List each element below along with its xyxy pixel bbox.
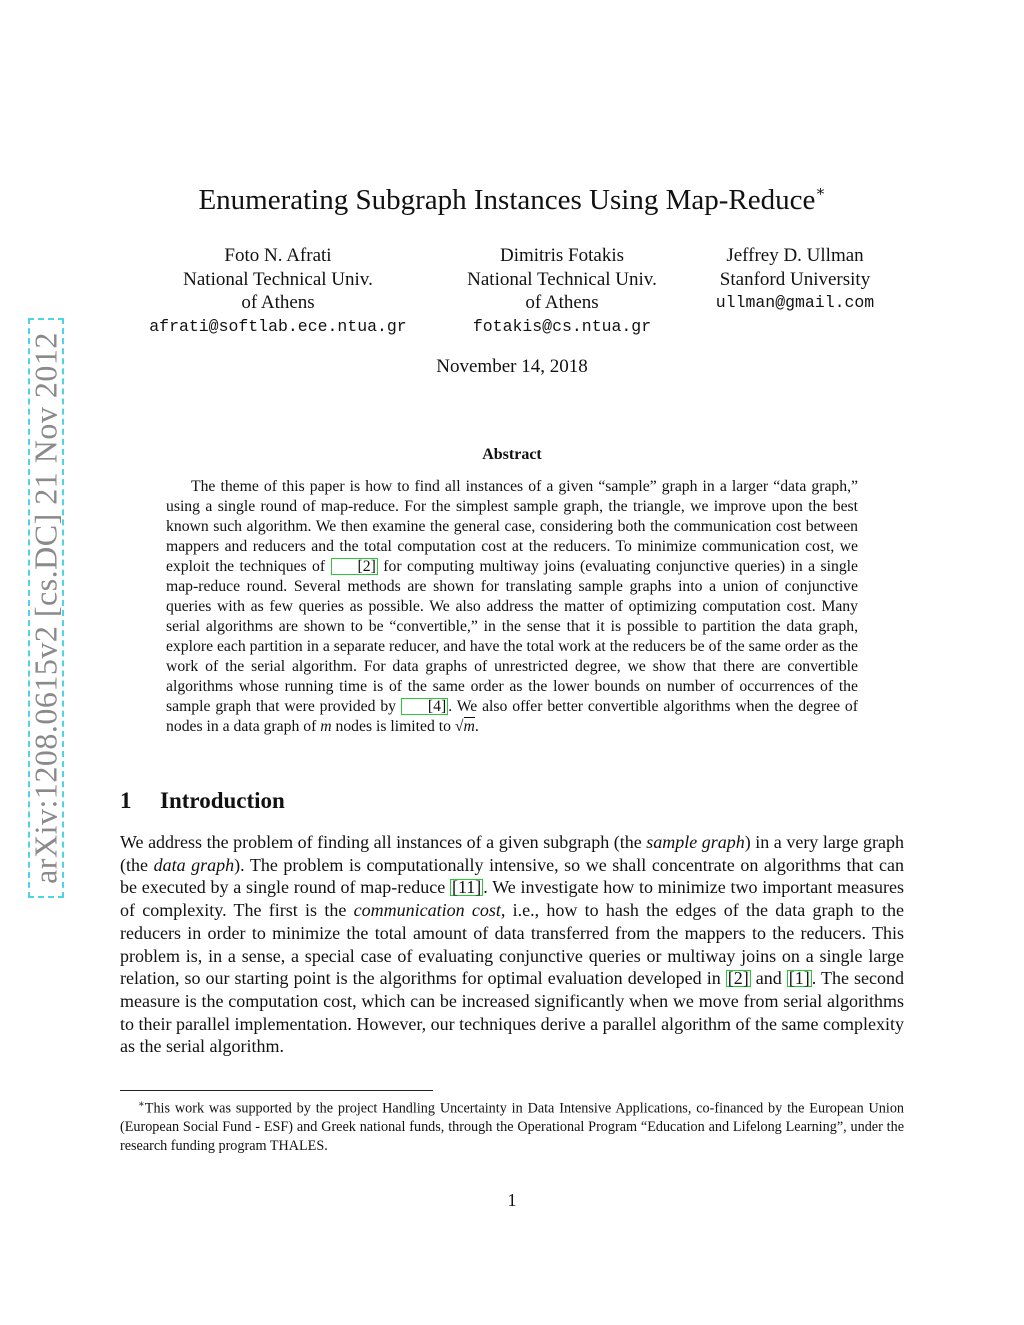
author-block-ullman bbox=[700, 244, 890, 315]
author-affiliation-line2: of Athens bbox=[525, 292, 599, 313]
intro-text-6: and bbox=[750, 968, 787, 989]
intro-emphasis-sample-graph: sample graph bbox=[646, 832, 745, 852]
intro-text-5: , i.e., how to hash the edges of the data graph to the reducers in order to minimize the total amount of data transferred from the mappers to the reducers. This problem is, in a sense, a special case of evaluating conjunctive queries or multiway joins on a single large relation, so our starting point is the algorithms for optimal evaluation developed in bbox=[120, 900, 904, 989]
paper-date: November 14, 2018 bbox=[436, 356, 588, 377]
author-affiliation: Stanford University bbox=[719, 268, 871, 290]
footnote-mark: ∗ bbox=[138, 1099, 145, 1110]
citation-link-11[interactable]: [11] bbox=[451, 877, 482, 898]
author-block-afrati bbox=[128, 244, 428, 338]
introduction-paragraph bbox=[120, 831, 904, 1058]
section-title: Introduction bbox=[160, 788, 285, 813]
abstract-heading: Abstract bbox=[482, 446, 542, 463]
author-name: Jeffrey D. Ullman bbox=[726, 245, 864, 266]
author-email: ullman@gmail.com bbox=[715, 293, 875, 312]
abstract-text-3: . We also offer better convertible algorithms when the degree of nodes in a data graph of bbox=[166, 698, 858, 735]
sqrt-argument: m bbox=[463, 718, 475, 735]
intro-text-7: . The second measure is the computation cost, which can be increased significantly when we move from serial algorithms to their parallel implementation. However, our techniques derive a parallel algorithm of the same complexity as the serial algorithm. bbox=[120, 968, 905, 1057]
abstract-paragraph bbox=[166, 477, 858, 737]
abstract-text-2: for computing multiway joins (evaluating conjunctive queries) in a single map-reduce round. Several methods are shown for translating sample graphs into a union of conjunctive queries with as few queries as possible. We also address the matter of optimizing computation cost. Many serial algorithms are shown to be “convertible,” in the sense that it is possible to partition the data graph, explore each partition in a separate reducer, and have the total work at the reducers be of the same order as the work of the serial algorithm. For data graphs of unrestricted degree, we show that there are convertible algorithms whose running time is of the same order as the lower bounds on number of occurrences of the sample graph that were provided by bbox=[166, 558, 859, 715]
author-email: fotakis@cs.ntua.gr bbox=[472, 316, 652, 336]
author-name: Foto N. Afrati bbox=[224, 245, 332, 266]
intro-text-1: We address the problem of finding all instances of a given subgraph (the bbox=[120, 832, 647, 852]
math-variable-m: m bbox=[320, 718, 332, 735]
sqrt-m-expression bbox=[455, 717, 475, 735]
section-number: 1 bbox=[120, 788, 132, 813]
sqrt-symbol: √ bbox=[454, 718, 464, 735]
abstract-text-5: . bbox=[474, 718, 479, 735]
intro-emphasis-data-graph: data graph bbox=[153, 854, 235, 875]
footnote-divider bbox=[120, 1090, 433, 1091]
author-affiliation-line2: of Athens bbox=[241, 292, 315, 313]
intro-text-2: ) in a very large graph (the bbox=[120, 832, 904, 875]
author-block-fotakis bbox=[412, 244, 712, 338]
author-name: Dimitris Fotakis bbox=[499, 245, 625, 266]
citation-link-4[interactable]: [4] bbox=[401, 698, 448, 715]
footnote-text: This work was supported by the project Handling Uncertainty in Data Intensive Applications, co-financed by the European Union (European Social Fund - ESF) and Greek national funds, through the Operational Program “Education and Lifelong Learning”, under the research funding program THALES. bbox=[120, 1100, 904, 1154]
citation-link-2[interactable]: [2] bbox=[727, 968, 749, 989]
citation-link-1[interactable]: [1] bbox=[788, 968, 810, 989]
intro-text-4: . We investigate how to minimize two important measures of complexity. The first is the bbox=[120, 877, 904, 921]
author-affiliation: National Technical Univ. bbox=[183, 268, 373, 290]
footnote bbox=[120, 1096, 904, 1155]
author-affiliation: National Technical Univ. bbox=[467, 268, 657, 290]
paper-title bbox=[0, 184, 1024, 217]
arxiv-identifier[interactable]: arXiv:1208.0615v2 [cs.DC] 21 Nov 2012 bbox=[27, 332, 64, 884]
abstract-text-4: nodes is limited to bbox=[331, 718, 455, 735]
intro-text-3: ). The problem is computationally intensive, so we shall concentrate on algorithms that can be executed by a single round of map-reduce bbox=[120, 854, 905, 898]
citation-link-2[interactable]: [2] bbox=[331, 558, 378, 575]
abstract-text-1: The theme of this paper is how to find all instances of a given “sample” graph in a larger “data graph,” using a single round of map-reduce. For the simplest sample graph, the triangle, we improve upon the best known such algorithm. We then examine the general case, considering both the communication cost between mappers and reducers and the total computation cost at the reducers. To minimize communication cost, we exploit the techniques of bbox=[166, 478, 858, 575]
page-number: 1 bbox=[507, 1190, 517, 1210]
author-email: afrati@softlab.ece.ntua.gr bbox=[149, 316, 407, 336]
title-footnote-mark[interactable]: ∗ bbox=[815, 184, 826, 201]
intro-emphasis-communication-cost: communication cost bbox=[353, 900, 501, 921]
title-text: Enumerating Subgraph Instances Using Map-Reduce bbox=[198, 184, 816, 216]
section-heading-introduction bbox=[120, 788, 285, 814]
